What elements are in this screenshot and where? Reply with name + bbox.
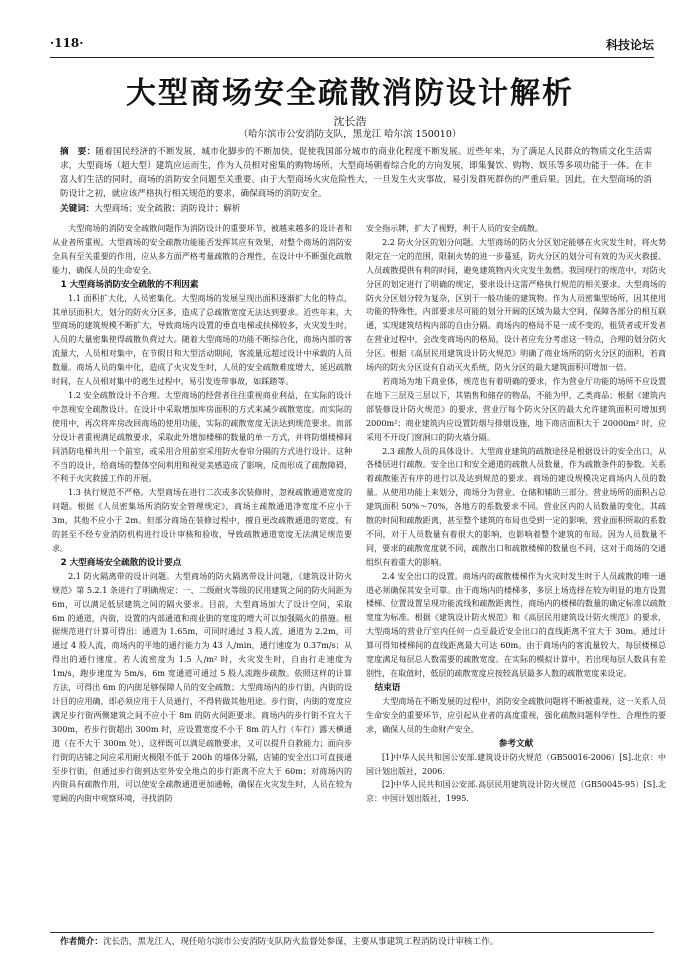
author-affiliation: （哈尔滨市公安消防支队，黑龙江 哈尔滨 150010） [238,129,462,140]
keywords-label: 关键词： [60,204,95,214]
reference-item: [1]中华人民共和国公安部.建筑设计防火规范（GB50016-2006）[S].北京：中国计划出版社，2006. [366,752,666,776]
paragraph: 大型商场在不断发展的过程中，消防安全疏散问题将不断被重视，这一关系人员生命安全的重要环节，应引起从业者的高度重视，强化疏散问题科学性、合理性的要求，确保人员的生命财产安全。 [366,696,666,734]
paragraph: 2.1 防火隔离带的设计问题。大型商场的防火隔离带设计问题，《建筑设计防火规范》第 5.2.1 条进行了明确规定：一、二级耐火等级的民用建筑之间的防火间距为 6m，可以满足低层建筑之间的隔火要求。目前，大型商场加大了设计空间，采取 6m 的通道，内街，设置的内部通道和商业街的宽度的增大可以加强隔火的措施。根据规范进行计算可得出：通道为 1.65m，可同时通过 3 股人流，通道为 2.2m，可通过 4 股人流，商场内的平地的通行能力为 43 人/min，通行速度为 0.37m/s；从得出的通行速度，若人流密度为 1.5 人/m² 时，火灾发生时，自由行走速度为 1m/s，跑步速度为 5m/s，6m 宽通道可通过 5 股人流跑步疏散。依照这样的计算方法，可得出 6m 的内街足够保障人员的安全疏散；大型商场内的步行街，内街的设计目的应用确，即必须应用于人员通行，不得转做其他用途。步行街，内街的宽度应满足步行街两侧建筑之间不应小于 8m 的防火间距要求。商场内的步行街不宜大于 300m，若步行街超出 300m 时，应设置宽度不小于 8m 的人行（车行）露天横通道（在不大于 300m 处），这样既可以满足疏散要求，又可以提升自救能力；面向步行街的店铺之间应采用耐火极限不低于 200h 的墙体分隔，店铺的安全出口可直接通至步行街，但通过步行街到达室外安全地点的步行距离不应大于 60m；对商场内的内街具有疏散作用，可以使安全疏散通道更加通畅，确保在火灾发生时，人员在较为宽阔的内街中观察环境，寻找消防 [52,571,352,804]
abstract [60,145,652,201]
paragraph: 1.3 执行规范不严格。大型商场在进行二次或多次装修时，忽视疏散通道宽度的问题。根据《人员密集场所消防安全管理规定》，商场主疏散通道净宽度不应小于 3m，其他不应小于 2m。但部分商场在装修过程中，擅自更改疏散通道的宽度，有的甚至不经专业消防机构进行设计审核和验收，导致疏散通道宽度无法满足规范要求。 [52,488,352,553]
paragraph: 2.2 防火分区的划分问题。大型商场的防火分区划定能够在火灾发生时，将火势限定在一定的范围，限制火势的进一步蔓延，防火分区的划分可有效的为灭火救援、人员疏散提供有利的时间，避免建筑物内火灾发生轰燃。我国现行的规范中，对防火分区的划定进行了明确的规定，要求设计这需严格执行规范的相关要求。大型商场的防火分区划分较为复杂，区别于一般功能的建筑物。作为人员密集型场所，因其使用功能的特殊性，内部要求尽可能的划分开阔的区域为最大空间，保障各部分的相互联通，实现建筑结构内部的自由分隔。商场内的格局不是一成不变的，租赁者或开发者在营业过程中，会改变商场内的格局，设计者应充分考虑这一特点，合理的划分防火分区。根据《高层民用建筑设计防火规范》明确了商业场所的防火分区的面积，若商场内的防火分区设有自动灭火系统，防火分区的最大建筑面积可增加一倍。 [366,237,666,373]
paragraph: 大型商场的消防安全疏散问题作为消防设计的重要环节，被越来越多的设计者和从业者所重视。大型商场的安全疏散功能能否发挥其应有效果，对整个商场的消防安全具有至关重要的作用，应从多方面严格考量疏散的合理性，在设计中不断强化疏散能力，确保人员的生命安全。 [52,224,352,275]
footnote-label: 作者简介： [60,937,103,947]
footnote-text: 沈长浩，黑龙江人，现任哈尔滨市公安消防支队防火监督处参谋，主要从事建筑工程消防设计审核工作。 [102,937,499,947]
author-footnote [60,935,650,949]
paragraph: 1.1 面积扩大化，人员密集化。大型商场的发展呈现出面积逐渐扩大化的特点，其单层面积大，划分的防火分区多，造成了总疏散宽度无法达到要求。近些年来，大型商场的建筑规模不断扩大，导致商场内设置的垂直电梯或扶梯较多，火灾发生时，人员的大量密集使得疏散负荷过大。随着大型商场的功能不断综合化，商场内部的客流量大，人员相对集中，在节假日和大型活动期间，客流量远超过设计中承载的人员数量。商场人员的集中化，造成了火灾发生时，人员的安全疏散难度增大，延迟疏散时间，在人员相对集中的逃生过程中，易引发连带事故，如踩踏等。 [52,293,352,387]
keywords-text: 大型商场；安全疏散；消防设计；解析 [94,204,241,214]
reference-item: [2]中华人民共和国公安部.高层民用建筑设计防火规范（GB50045-95）[S].北京：中国计划出版社，1995. [366,780,666,804]
journal-section: 科技论坛 [605,38,654,52]
article-title: 大型商场安全疏散消防设计解析 [126,76,574,111]
section-heading: 结束语 [374,682,401,693]
paragraph: 1.2 安全疏散设计不合理。大型商场的经营者往往重视商业利益，在实际的设计中忽视安全疏散设计。在设计中采取增加库房面积的方式来减少疏散宽度。而实际的使用中，再次将库房改回商场的使用功能，实际的疏散宽度无法达到规范要求。而部分设计者重视满足疏散要求，采取此外增加楼梯的数量的单一方式，并将防烟楼梯间同消防电梯共用一个前室，或采用合用前室采用防火卷帘分隔的方式进行设计。这种不当的设计，给商场的整体空间利用和视觉美感造成了影响，反而形成了疏散障碍，不利于火灾救援工作的开展。 [52,390,352,484]
paragraph: 2.3 疏散人员的具体设计。大型商业建筑的疏散途径是根据设计的安全出口，从各楼层进行疏散。安全出口和安全通道的疏散人员数量，作为疏散条件的参数。关系着疏散能否有序的进行以及达到规范的要求。商场的建设规模决定商场内人员的数量。从使用功能上来划分，商场分为营业、仓储和辅助三部分。营业场所的面积占总建筑面积 50%～70%，各地方的系数要求不同。营业区内的人员数量的变化，其疏散的时间和疏散距离，甚至整个建筑的布局也受到一定的影响，营业面积所取的系数不同，对于人员数量有着很大的影响，也影响着整个建筑的布局。因为人员数量不同，要求的疏散宽度就不同，疏散出口和疏散楼梯的数量也不同，这对于商场的交通组织有着重大的影响。 [366,446,666,567]
references-heading: 参考文献 [498,738,534,749]
paragraph: 若商场为地下商业体，规范也有着明确的要求，作为营业厅功能的场所不应设置在地下三层及三层以下，其销售和储存的物品，不能为甲，乙类商品；根据《建筑内部装修设计防火规范》的要求，营业厅每个防火分区的最大允许建筑面积可增加到 2000m²；商业建筑内应设置防烟与排烟设施，地下商店面积大于 20000m² 时，应采用不开设门窗洞口的防火墙分隔。 [366,376,666,442]
header-rule [50,57,654,58]
section-heading: 2 大型商场安全疏散的设计要点 [60,557,182,568]
abstract-label: 摘 要： [60,147,96,157]
footnote-rule [50,932,654,933]
paragraph: 安全指示牌，扩大了视野，利于人员的安全疏散。 [366,224,544,233]
running-header [50,36,654,56]
left-column [52,222,352,912]
page-number: ·118· [50,36,84,50]
author-name: 沈长浩 [333,115,367,128]
section-heading: 1 大型商场消防安全疏散的不利因素 [60,279,199,290]
right-column [366,222,666,912]
abstract-text: 随着国民经济的不断发展，城市化脚步的不断加快，促使我国部分城市的商业化程度不断发展。近些年来，为了满足人民群众的物质文化生活需求，大型商场（超大型）建筑应运而生，作为人员相对密集的购物场所，大型商场朝着综合化的方向发展，即集餐饮、购物、娱乐等多项功能于一体。在丰富人们生活的同时，商场的消防安全问题至关重要。由于大型商场火灾危险性大，一旦发生火灾事故，易引发群死群伤的严重后果。因此，在大型商场的消防设计之初，就应该严格执行相关规范的要求，确保商场的消防安全。 [60,147,652,199]
keywords [60,202,652,216]
paragraph: 2.4 安全出口的设置。商场内的疏散楼梯作为火灾时发生时于人员疏散的唯一通道必须确保其安全可靠。由于商场内的楼梯多，多层上场选择在较为明显的地方设置楼梯、位置设置呈现功能流线和疏散距离性，商场内的楼梯的数量的确定标准以疏散宽度为标准。根据《建筑设计防火规范》和《高层民用建筑设计防火规范》的要求，大型商场的营业厅室内任何一点至最近安全出口的直线距离不宜大于 30m。通过计算可得知楼梯间的直线距离最大可达 60m。由于商场内的客流量较大，每层楼梯总宽度满足每层总人数需要的疏散宽度。在实际的模拟计算中，若出现每层人数具有差别性，在取值时，低层的疏散宽度应按较高层最多人数的疏散宽度来设定。 [366,571,666,678]
